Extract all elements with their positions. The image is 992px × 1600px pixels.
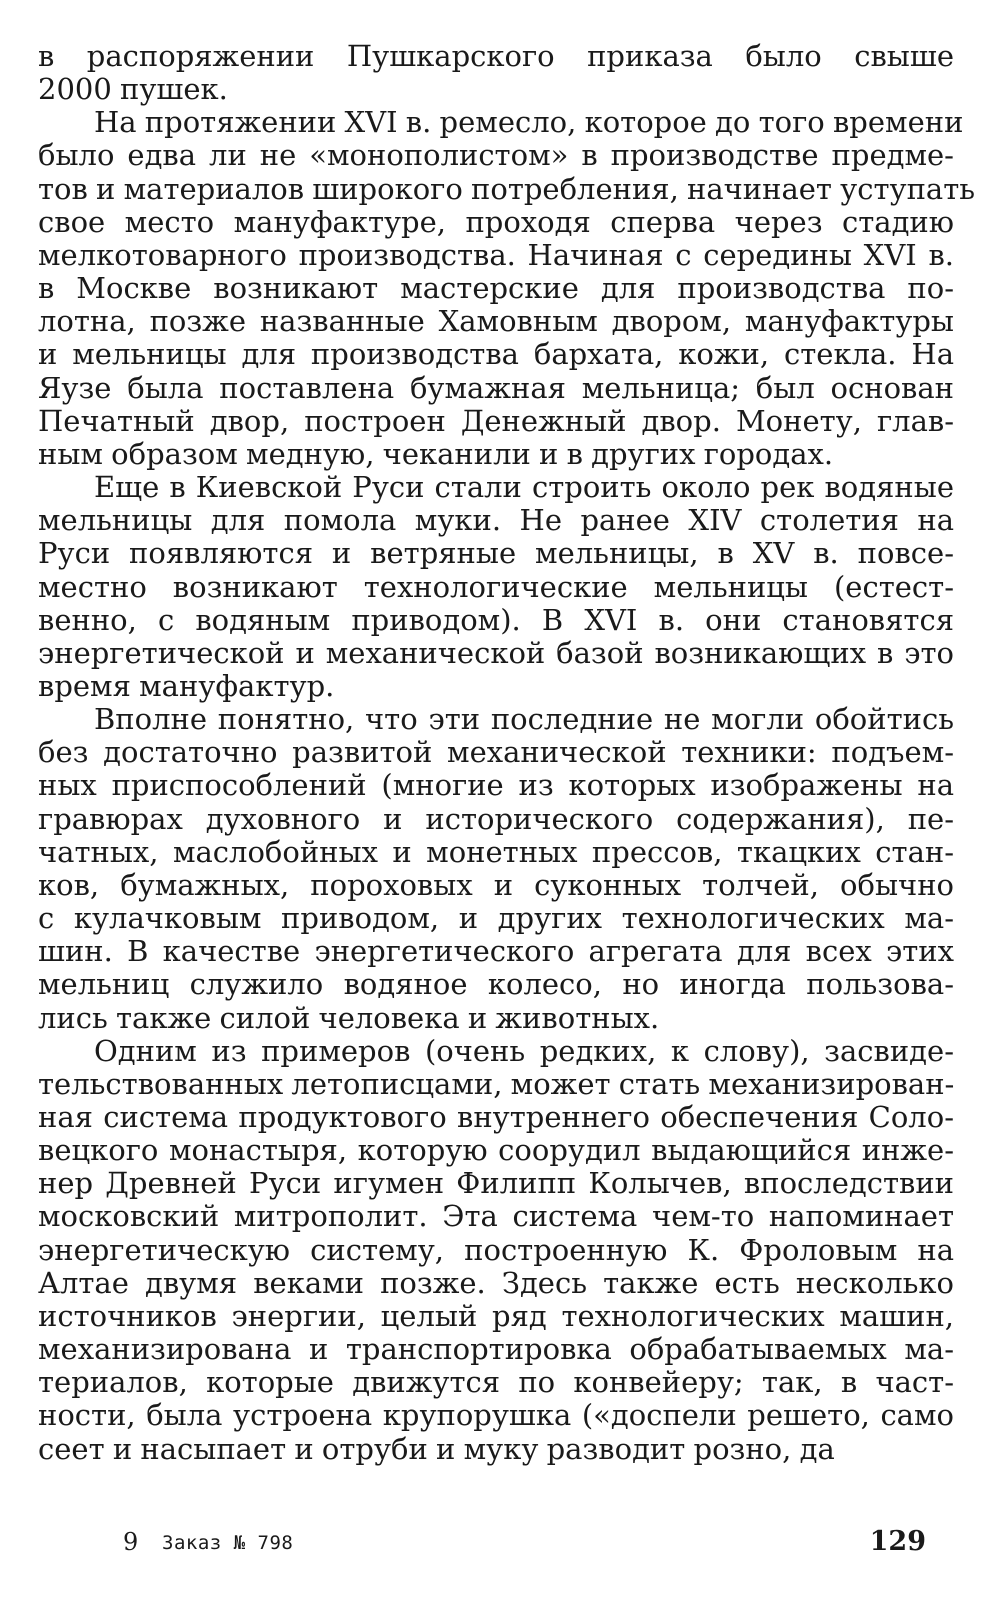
- text-line: энергетической и механической базой возникающих в это: [38, 635, 954, 670]
- paragraph: [38, 40, 954, 106]
- text-line: Печатный двор, построен Денежный двор. Монету, глав-: [38, 403, 954, 438]
- paragraph: [38, 703, 954, 1035]
- text-line: чатных, маслобойных и монетных прессов, ткацких стан-: [38, 834, 954, 869]
- text-line: гравюрах духовного и исторического содержания), пе-: [38, 801, 954, 836]
- paragraph: [38, 471, 954, 703]
- text-line: нер Древней Руси игумен Филипп Колычев, впоследствии: [38, 1166, 954, 1201]
- text-line: в распоряжении Пушкарского приказа было свыше: [38, 39, 954, 73]
- text-line: ная система продуктового внутреннего обеспечения Соло-: [38, 1100, 954, 1134]
- text-line: и мельницы для производства бархата, кожи, стекла. На: [38, 337, 954, 372]
- text-line: На протяжении XVI в. ремесло, которое до того времени: [94, 105, 964, 140]
- page-body: [38, 39, 976, 1466]
- text-line: было едва ли не «монополистом» в производстве предме-: [38, 138, 954, 173]
- text-line: свое место мануфактуре, проходя сперва через стадию: [38, 204, 954, 239]
- text-line: местно возникают технологические мельницы (естест-: [38, 569, 954, 604]
- text-line: мельниц служило водяное колесо, но иногда пользова-: [38, 967, 954, 1002]
- text-line: Яузе была поставлена бумажная мельница; был основан: [38, 370, 954, 405]
- print-order-label: Заказ № 798: [162, 1532, 294, 1554]
- paragraph: [38, 1035, 954, 1466]
- text-line: московский митрополит. Эта система чем-то напоминает: [38, 1199, 954, 1234]
- page-number: 129: [869, 1526, 926, 1557]
- text-line: териалов, которые движутся по конвейеру; так, в част-: [38, 1365, 954, 1400]
- text-line: Алтае двумя веками позже. Здесь также есть несколько: [38, 1265, 954, 1300]
- text-line: лись также силой человека и животных.: [38, 1000, 660, 1035]
- text-line: без достаточно развитой механической техники: подъем-: [38, 735, 954, 770]
- text-line: сеет и насыпает и отруби и муку разводит розно, да: [38, 1431, 835, 1466]
- page-footer: [0, 1528, 992, 1568]
- text-line: механизирована и транспортировка обрабатываемых ма-: [38, 1332, 954, 1367]
- text-line: вецкого монастыря, которую соорудил выдающийся инже-: [38, 1133, 954, 1168]
- text-line: Вполне понятно, что эти последние не могли обойтись: [94, 702, 954, 737]
- text-line: шин. В качестве энергетического агрегата для всех этих: [38, 934, 954, 969]
- text-line: в Москве возникают мастерские для производства по-: [38, 271, 954, 306]
- signature-number: 9: [123, 1528, 139, 1556]
- text-line: Одним из примеров (очень редких, к слову), засвиде-: [94, 1033, 954, 1068]
- text-line: энергетическую систему, построенную К. Фроловым на: [38, 1232, 954, 1267]
- text-line: с кулачковым приводом, и других технологических ма-: [38, 901, 954, 936]
- text-line: Руси появляются и ветряные мельницы, в XV в. повсе-: [38, 536, 954, 571]
- text-line: мелкотоварного производства. Начиная с середины XVI в.: [38, 237, 954, 272]
- text-line: Еще в Киевской Руси стали строить около рек водяные: [94, 470, 954, 505]
- text-line: источников энергии, целый ряд технологических машин,: [38, 1298, 954, 1333]
- text-line: время мануфактур.: [38, 668, 335, 703]
- paragraph: [38, 105, 976, 471]
- text-line: ных приспособлений (многие из которых изображены на: [38, 768, 954, 803]
- text-line: мельницы для помола муки. Не ранее XIV столетия на: [38, 503, 954, 538]
- text-line: лотна, позже названные Хамовным двором, мануфактуры: [38, 304, 954, 339]
- text-line: ным образом медную, чеканили и в других городах.: [38, 436, 834, 471]
- text-line: тов и материалов широкого потребления, начинает уступать: [38, 171, 976, 206]
- text-line: венно, с водяным приводом). В XVI в. они становятся: [38, 602, 954, 637]
- text-line: ности, была устроена крупорушка («доспели решето, само: [38, 1398, 954, 1433]
- text-line: 2000 пушек.: [38, 72, 228, 107]
- text-line: ков, бумажных, пороховых и суконных толчей, обычно: [38, 867, 954, 902]
- text-line: тельствованных летописцами, может стать механизирован-: [38, 1066, 955, 1101]
